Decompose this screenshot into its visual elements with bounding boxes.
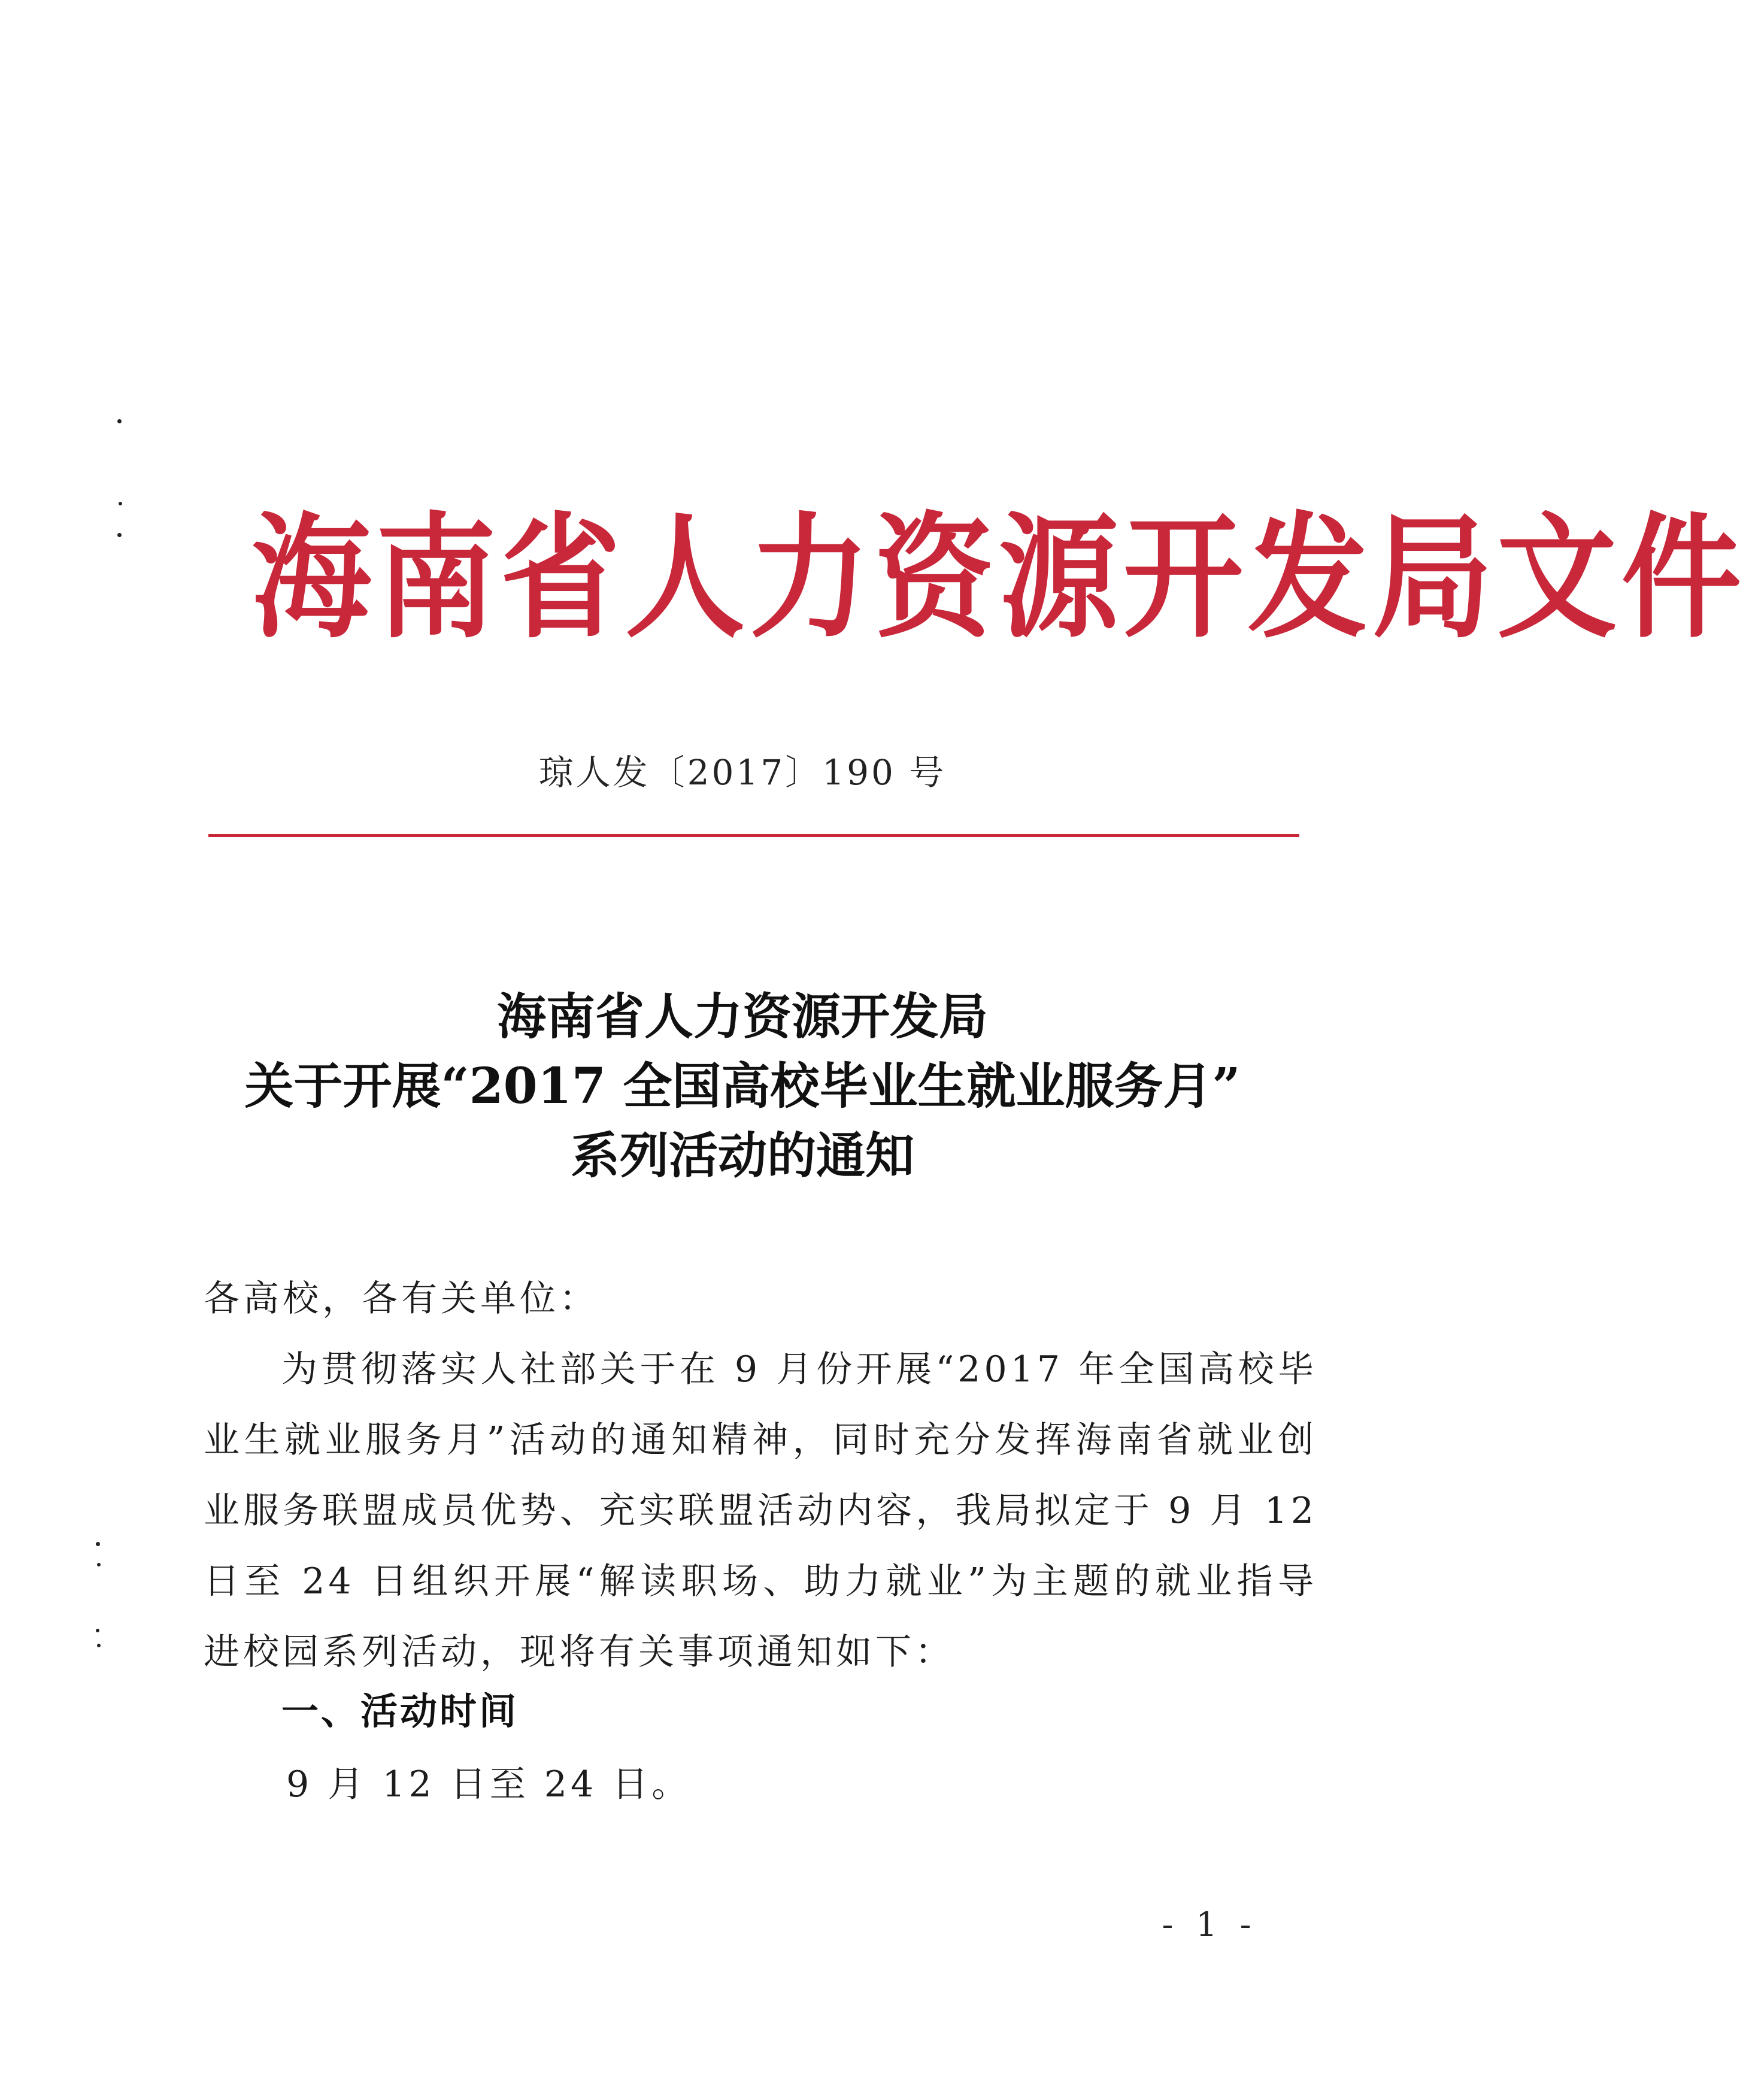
scan-speck (97, 1644, 101, 1647)
scan-speck (96, 1542, 100, 1546)
document-masthead: 海南省人力资源开发局文件 (251, 499, 1746, 657)
document-number: 琼人发〔2017〕190 号 (538, 752, 947, 793)
document-title (0, 982, 1485, 1190)
salutation: 各高校，各有关单位： (204, 1278, 599, 1320)
scan-speck (117, 419, 122, 423)
scan-speck (96, 1629, 99, 1632)
red-divider-line (208, 834, 1299, 837)
section-heading: 一、活动时间 (281, 1689, 519, 1733)
scan-speck (97, 1563, 101, 1566)
title-line-3: 系列活动的通知 (570, 1127, 914, 1184)
title-line-1: 海南省人力资源开发局 (496, 988, 988, 1046)
page-number: - 1 - (1162, 1905, 1257, 1944)
section-body: 9 月 12 日至 24 日。 (286, 1763, 692, 1805)
title-line-2: 关于开展“2017 全国高校毕业生就业服务月” (244, 1057, 1241, 1115)
scan-speck (117, 533, 122, 537)
body-paragraph: 为贯彻落实人社部关于在 9 月份开展“2017 年全国高校毕业生就业服务月”活动的通知精神，同时充分发挥海南省就业创业服务联盟成员优势、充实联盟活动内容，我局拟定于 9 月 12 日至 24 日组织开展“解读职场、助力就业”为主题的就业指导进校园系列活动，现将有关事项通知如下： (204, 1349, 1317, 1673)
scan-speck (119, 502, 122, 505)
